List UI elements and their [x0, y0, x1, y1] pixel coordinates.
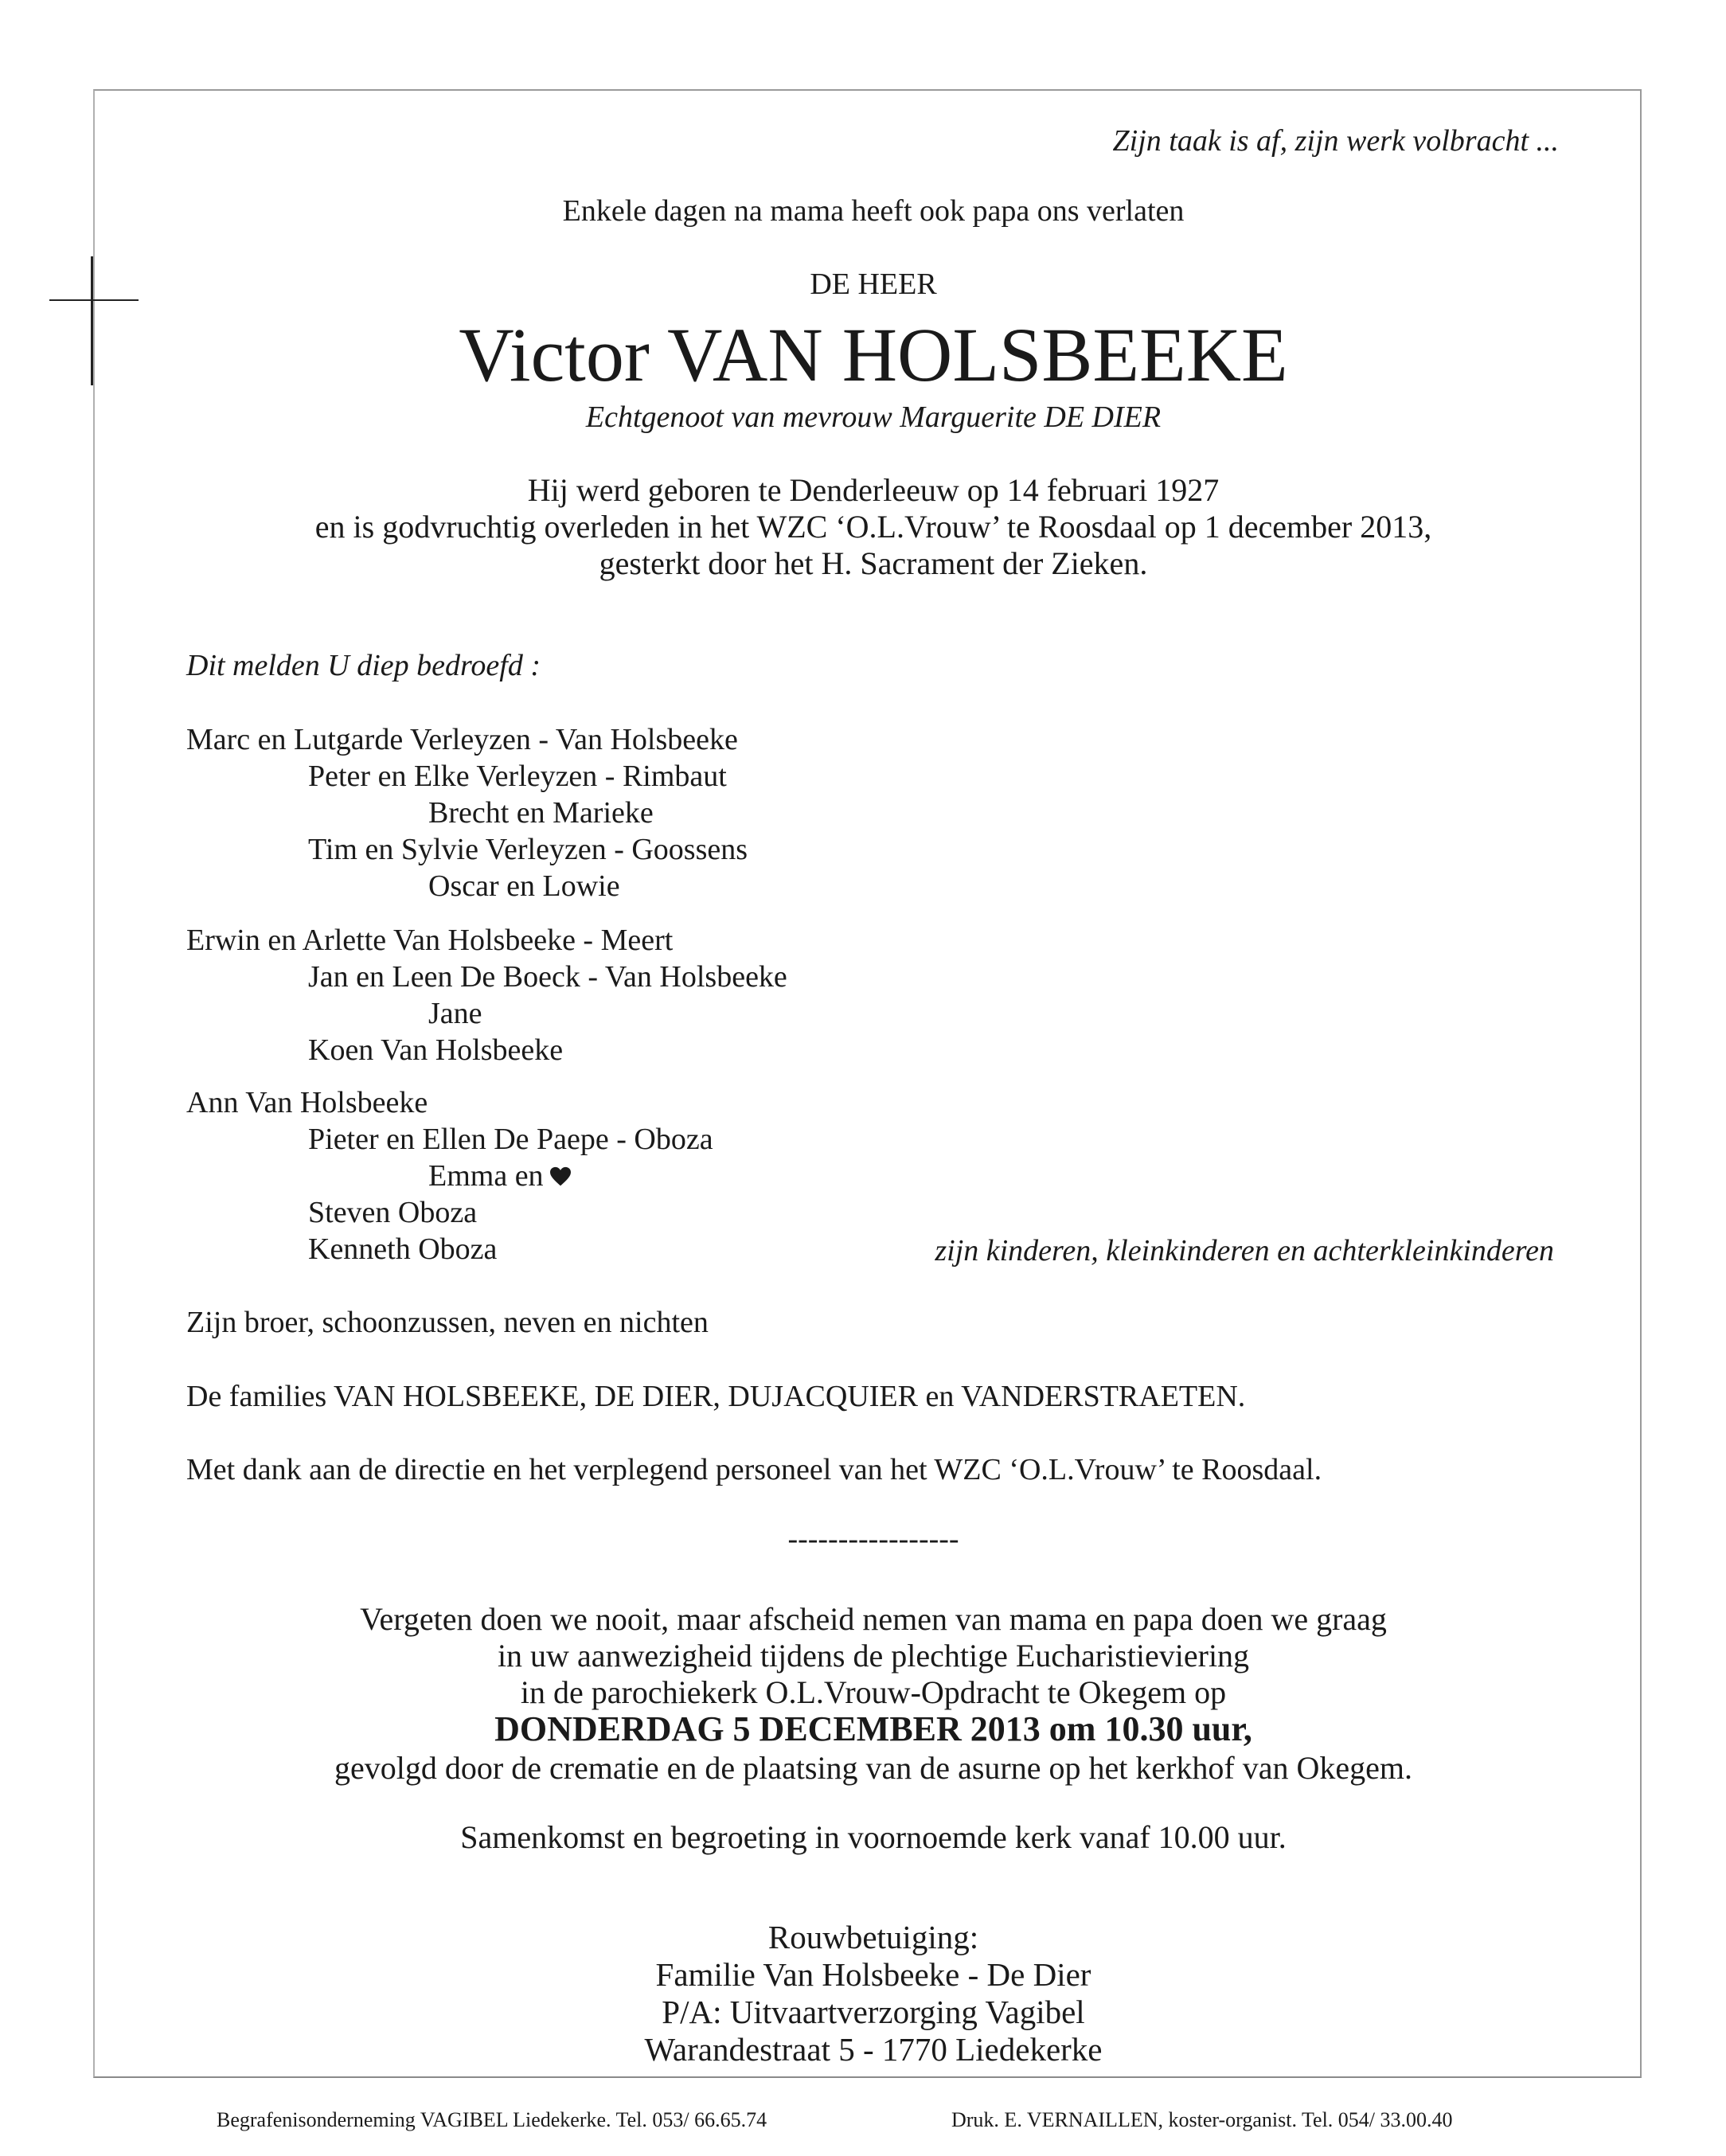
footer-undertaker: Begrafenisonderneming VAGIBEL Liedekerke. Tel. 053/ 66.65.74	[217, 2108, 767, 2131]
thanks-line: Met dank aan de directie en het verplegend personeel van het WZC ‘O.L.Vrouw’ te Roosdaal.	[186, 1453, 1322, 1486]
relation-label: zijn kinderen, kleinkinderen en achterkleinkinderen	[935, 1234, 1554, 1267]
family-member-text: Emma en	[428, 1159, 544, 1193]
families-line: De families VAN HOLSBEEKE, DE DIER, DUJACQUIER en VANDERSTRAETEN.	[186, 1380, 1246, 1413]
intro-line: Enkele dagen na mama heeft ook papa ons verlaten	[562, 194, 1185, 228]
family-member: Oscar en Lowie	[428, 869, 620, 903]
family-member: Steven Oboza	[308, 1196, 478, 1229]
family-member: Pieter en Ellen De Paepe - Oboza	[308, 1123, 713, 1156]
family-member: Koen Van Holsbeeke	[308, 1033, 564, 1067]
family-member: Jane	[428, 997, 482, 1030]
spouse-line: Echtgenoot van mevrouw Marguerite DE DIER	[585, 400, 1162, 434]
heart-icon	[550, 1166, 571, 1187]
footer-printer: Druk. E. VERNAILLEN, koster-organist. Tel. 054/ 33.00.40	[951, 2108, 1453, 2131]
ceremony-line-4: gevolgd door de crematie en de plaatsing van de asurne op het kerkhof van Okegem.	[334, 1750, 1412, 1786]
condolence-line-3: Warandestraat 5 - 1770 Liedekerke	[644, 2031, 1103, 2068]
family-member: Tim en Sylvie Verleyzen - Goossens	[308, 833, 748, 866]
announce-heading: Dit melden U diep bedroefd :	[186, 649, 541, 682]
bio-line-2: en is godvruchtig overleden in het WZC ‘O.L.Vrouw’ te Roosdaal op 1 december 2013,	[314, 509, 1432, 545]
family-member: Ann Van Holsbeeke	[186, 1086, 428, 1119]
deceased-name: Victor VAN HOLSBEEKE	[459, 312, 1288, 397]
family-member: Peter en Elke Verleyzen - Rimbaut	[308, 760, 727, 793]
condolence-line-2: P/A: Uitvaartverzorging Vagibel	[662, 1994, 1085, 2030]
motto: Zijn taak is af, zijn werk volbracht ...	[1112, 124, 1559, 158]
cross-horizontal-bar	[49, 299, 139, 301]
condolence-line-1: Familie Van Holsbeeke - De Dier	[655, 1956, 1091, 1993]
condolence-heading: Rouwbetuiging:	[767, 1919, 979, 1955]
divider: -----------------	[787, 1522, 959, 1556]
honorific: DE HEER	[810, 268, 937, 301]
ceremony-line-3: in de parochiekerk O.L.Vrouw-Opdracht te Okegem op	[520, 1674, 1227, 1710]
ceremony-date: DONDERDAG 5 DECEMBER 2013 om 10.30 uur,	[494, 1709, 1252, 1748]
relatives-line: Zijn broer, schoonzussen, neven en nichten	[186, 1306, 709, 1339]
gathering-line: Samenkomst en begroeting in voornoemde kerk vanaf 10.00 uur.	[460, 1819, 1287, 1855]
ceremony-line-2: in uw aanwezigheid tijdens de plechtige Eucharistieviering	[497, 1638, 1250, 1674]
family-member: Kenneth Oboza	[308, 1232, 498, 1266]
cross-vertical-bar	[91, 256, 93, 385]
family-member	[428, 1161, 571, 1191]
family-member: Jan en Leen De Boeck - Van Holsbeeke	[308, 960, 787, 994]
ceremony-line-1: Vergeten doen we nooit, maar afscheid nemen van mama en papa doen we graag	[360, 1601, 1387, 1637]
bio-line-1: Hij werd geboren te Denderleeuw op 14 februari 1927	[527, 472, 1220, 508]
family-member: Erwin en Arlette Van Holsbeeke - Meert	[186, 924, 674, 957]
family-member: Marc en Lutgarde Verleyzen - Van Holsbeeke	[186, 723, 738, 756]
bio-line-3: gesterkt door het H. Sacrament der Zieken.	[599, 545, 1148, 581]
family-member: Brecht en Marieke	[428, 796, 654, 830]
